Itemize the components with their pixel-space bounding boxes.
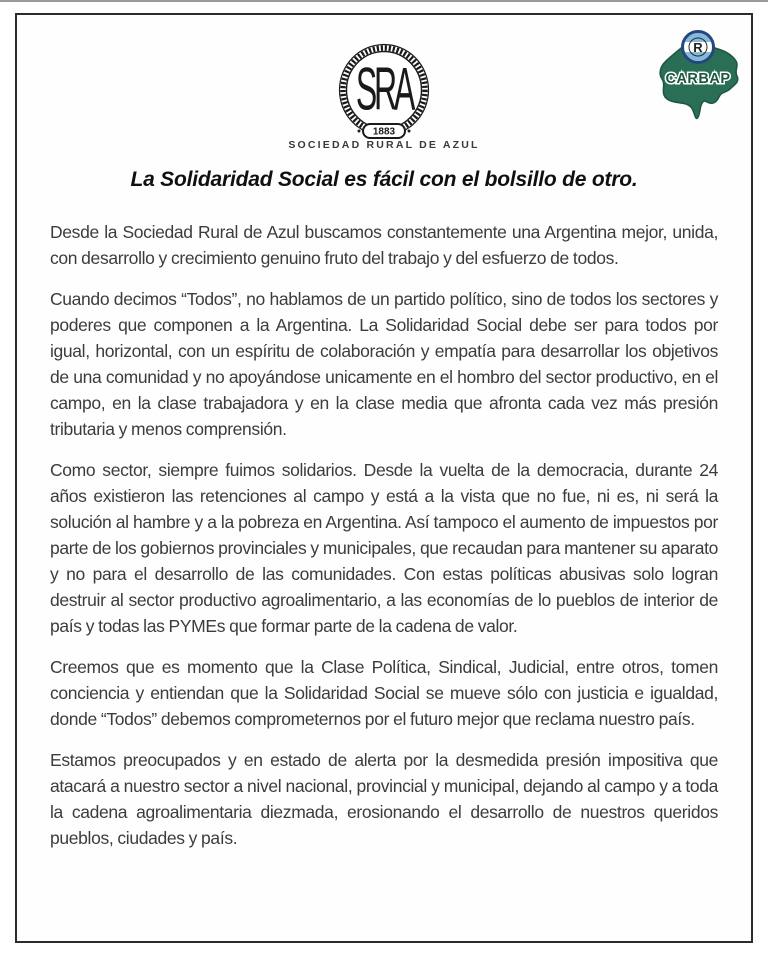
sra-org-name: SOCIEDAD RURAL DE AZUL bbox=[288, 139, 480, 151]
carbap-label: CARBAP bbox=[665, 71, 731, 87]
paragraph: Estamos preocupados y en estado de alerta por la desmedida presión impositiva que atacará a nuestro sector a nivel nacional, provincial y municipal, dejando al campo y a toda la cadena agroalimentaria diezmada, erosionando el desarrollo de nuestros queridos pueblos, ciudades y país. bbox=[50, 750, 718, 848]
sra-year-badge: 1883 bbox=[372, 126, 396, 138]
argentine-flag-emblem-icon bbox=[682, 32, 714, 63]
paragraph: Como sector, siempre fuimos solidarios. Desde la vuelta de la democracia, durante 24 años existieron las retenciones al campo y está a la vista que no fue, ni es, ni será la solución al hambre y a la pobreza en Argentina. Así tampoco el aumento de impuestos por parte de los gobiernos provinciales y municipales, que recaudan para mantener su aparato y no para el desarrollo de las comunidades. Con estas políticas abusivas solo logran destruir al sector productivo agroalimentario, a las economías de lo pueblos de interior de país y todas las PYMEs que formar parte de la cadena de valor. bbox=[50, 460, 718, 636]
body-text bbox=[50, 219, 718, 866]
sra-monogram: SRA bbox=[355, 55, 413, 124]
paragraph: Cuando decimos “Todos”, no hablamos de un partido político, sino de todos los sectores y poderes que componen a la Argentina. La Solidaridad Social debe ser para todos por igual, horizontal, con un espíritu de colaboración y empatía para desarrollar los objetivos de una comunidad y no apoyándose unicamente en el hombro del sector productivo, en el campo, en la clase trabajadora y en la clase media que afronta cada vez más presión tributaria y menos comprensión. bbox=[50, 289, 718, 439]
carbap-map-icon bbox=[652, 25, 744, 125]
sra-emblem-icon bbox=[336, 43, 432, 143]
page-title: La Solidaridad Social es fácil con el bolsillo de otro. bbox=[130, 168, 638, 191]
paragraph: Creemos que es momento que la Clase Política, Sindical, Judicial, entre otros, tomen conciencia y entiendan que la Solidaridad Social se mueve sólo con justicia e igualdad, donde “Todos” debemos comprometernos por el futuro mejor que reclama nuestro país. bbox=[50, 657, 718, 729]
document-frame bbox=[15, 13, 753, 943]
carbap-emblem-letter: R bbox=[693, 40, 703, 55]
paragraph: Desde la Sociedad Rural de Azul buscamos constantemente una Argentina mejor, unida, con desarrollo y crecimiento genuino fruto del trabajo y del esfuerzo de todos. bbox=[50, 222, 718, 268]
carbap-logo bbox=[652, 25, 744, 125]
sra-logo bbox=[17, 43, 751, 148]
top-edge-line bbox=[0, 0, 768, 2]
